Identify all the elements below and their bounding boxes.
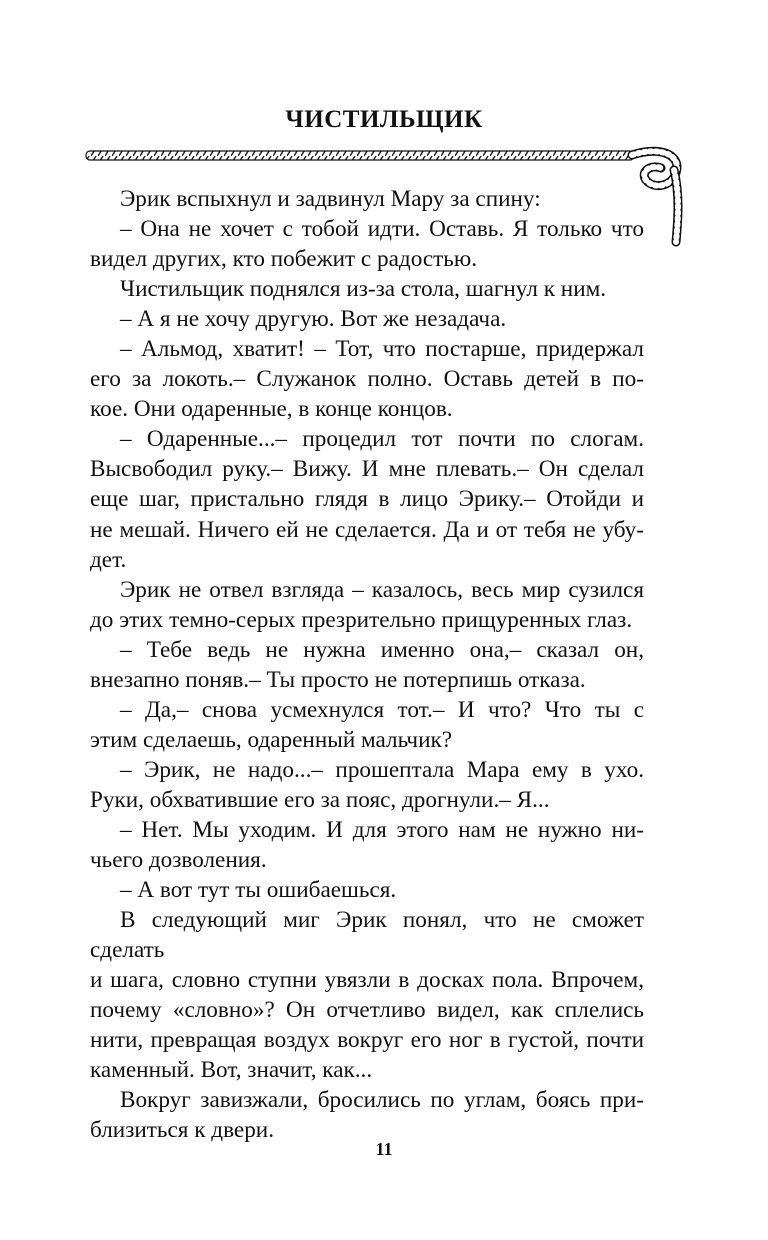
paragraph: Эрик не отвел взгляда – казалось, весь мир сузился до этих темно-серых презрительно прищуренных глаз. xyxy=(90,576,644,633)
page-number: 11 xyxy=(375,1139,393,1159)
paragraph: – Нет. Мы уходим. И для этого нам не нужно ни- чьего дозволения. xyxy=(90,816,644,874)
paragraph: – Одаренные...– процедил тот почти по слогам. Высвободил руку.– Вижу. И мне плевать.– Он сделал еще шаг, пристально глядя в лицо Эрику.– Отойди и не мешай. Ничего ей не сделается. Да и от тебя не убу- дет. xyxy=(90,426,644,573)
paragraph: – А я не хочу другую. Вот же незадача. xyxy=(120,306,507,333)
paragraph: – Тебе ведь не нужна именно она,– сказал он, внезапно поняв.– Ты просто не потерпишь отказа. xyxy=(90,636,644,693)
body-text xyxy=(90,184,644,1146)
paragraph: Эрик вспыхнул и задвинул Мару за спину: xyxy=(120,186,541,212)
paragraph: – А вот тут ты ошибаешься. xyxy=(120,877,397,904)
paragraph: Чистильщик поднялся из-за стола, шагнул к ним. xyxy=(120,276,607,303)
paragraph: – Эрик, не надо...– прошептала Мара ему в ухо. Руки, обхватившие его за пояс, дрогнули.– Я... xyxy=(90,756,644,813)
paragraph: – Она не хочет с тобой идти. Оставь. Я только что видел других, кто побежит с радостью. xyxy=(90,216,644,273)
running-head: ЧИСТИЛЬЩИК xyxy=(285,106,483,133)
paragraph: Вокруг завизжали, бросились по углам, боясь при- близиться к двери. xyxy=(90,1087,644,1144)
paragraph: В следующий миг Эрик понял, что не сможет сделать и шага, словно ступни увязли в досках пола. Впрочем, почему «словно»? Он отчетливо видел, как сплелись нити, превращая воздух вокруг его ног в густой, почти каменный. Вот, значит, как... xyxy=(90,907,644,1084)
paragraph: – Да,– снова усмехнулся тот.– И что? Что ты с этим сделаешь, одаренный мальчик? xyxy=(90,696,644,753)
paragraph: – Альмод, хватит! – Тот, что постарше, придержал его за локоть.– Служанок полно. Оставь детей в по- кое. Они одаренные, в конце концов. xyxy=(90,336,644,423)
